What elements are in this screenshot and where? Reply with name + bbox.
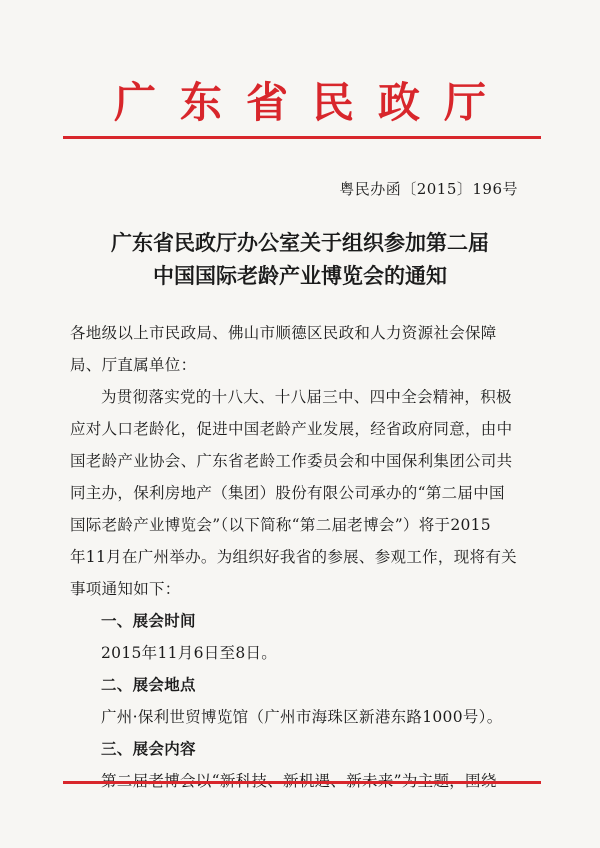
intro-line-1: 为贯彻落实党的十八大、十八届三中、四中全会精神，积极	[101, 388, 512, 406]
intro-line-3: 国老龄产业协会、广东省老龄工作委员会和中国保利集团公司共	[70, 452, 513, 470]
document-title-line-2: 中国国际老龄产业博览会的通知	[153, 264, 447, 288]
document-title-line-1: 广东省民政厅办公室关于组织参加第二届	[111, 231, 489, 255]
salutation-line-1: 各地级以上市民政局、佛山市顺德区民政和人力资源社会保障	[70, 324, 497, 342]
section-text-time: 2015年11月6日至8日。	[101, 644, 278, 662]
salutation-line-2: 局、厅直属单位：	[70, 356, 197, 374]
intro-line-2: 应对人口老龄化，促进中国老龄产业发展，经省政府同意，由中	[70, 420, 513, 438]
masthead-divider	[63, 136, 541, 139]
document-number: 粤民办函〔2015〕196号	[339, 180, 518, 198]
section-heading-content: 三、展会内容	[101, 740, 196, 758]
intro-line-6: 年11月在广州举办。为组织好我省的参展、参观工作，现将有关	[70, 548, 517, 566]
masthead-title: 广东省民政厅	[113, 78, 510, 127]
intro-line-4: 同主办，保利房地产（集团）股份有限公司承办的“第二届中国	[70, 484, 505, 502]
section-heading-time: 一、展会时间	[101, 612, 196, 630]
intro-line-5: 国际老龄产业博览会”（以下简称“第二届老博会”）将于2015	[70, 516, 491, 534]
intro-line-7: 事项通知如下：	[70, 580, 181, 598]
section-text-venue: 广州·保利世贸博览馆（广州市海珠区新港东路1000号）。	[101, 708, 503, 726]
footer-divider	[63, 781, 541, 784]
section-heading-venue: 二、展会地点	[101, 676, 196, 694]
